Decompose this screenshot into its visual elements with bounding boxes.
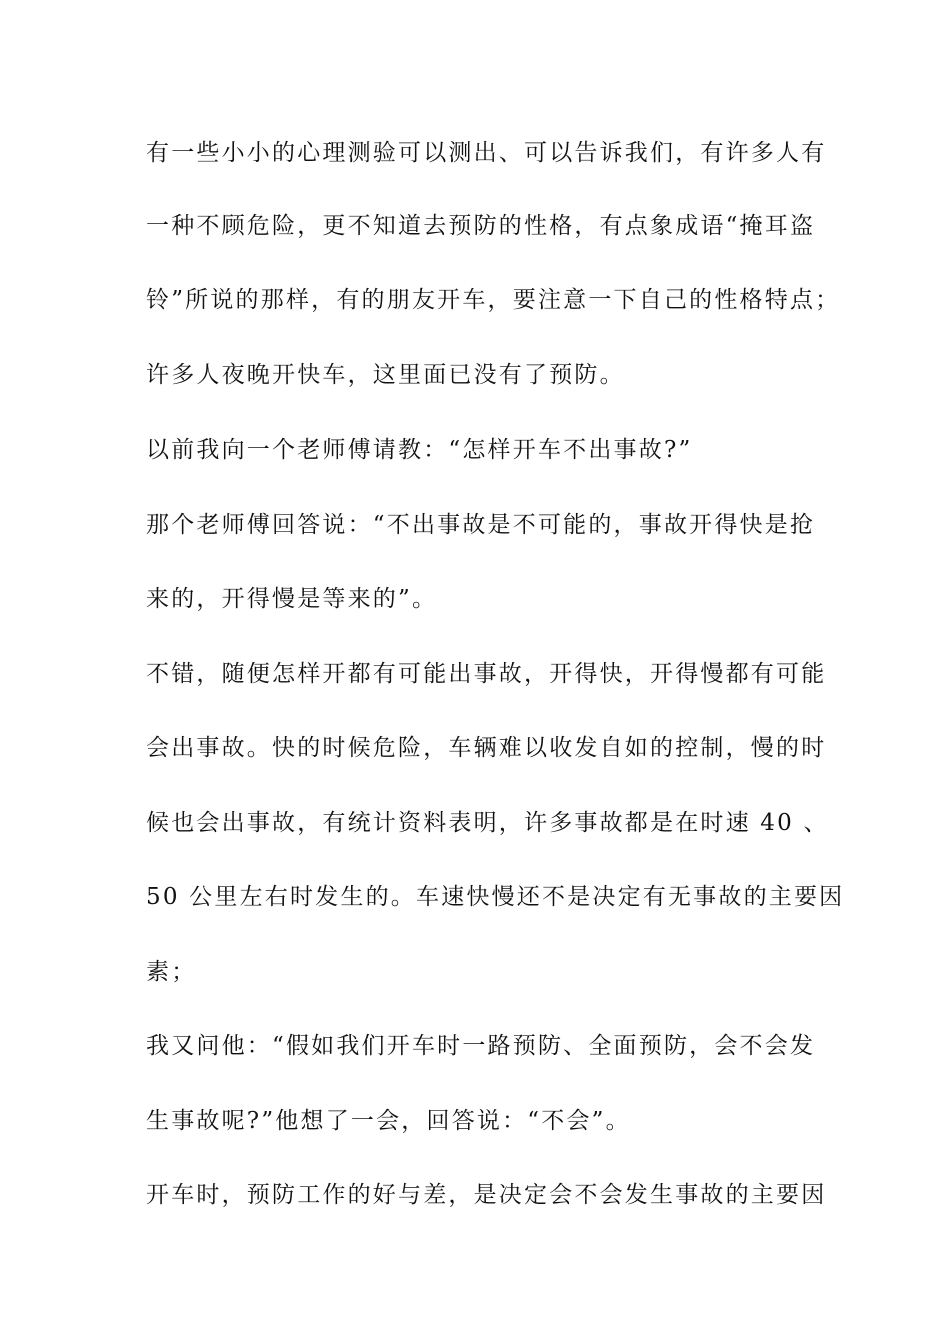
text-line: 有一些小小的心理测验可以测出、可以告诉我们，有许多人有 (146, 140, 827, 166)
text-line: 以前我向一个老师傅请教：“怎样开车不出事故?” (146, 437, 693, 463)
text-line: 我又问他：“假如我们开车时一路预防、全面预防，会不会发 (146, 1033, 816, 1059)
text-line: 铃”所说的那样，有的朋友开车，要注意一下自己的性格特点； (146, 287, 841, 313)
text-line: 开车时，预防工作的好与差，是决定会不会发生事故的主要因 (146, 1182, 827, 1208)
text-line: 一种不顾危险，更不知道去预防的性格，有点象成语“掩耳盗 (146, 213, 816, 239)
text-line: 50 公里左右时发生的。车速快慢还不是决定有无事故的主要因 (146, 884, 845, 910)
text-line: 候也会出事故，有统计资料表明，许多事故都是在时速 40 、 (146, 810, 829, 836)
text-line: 素； (146, 959, 197, 985)
text-line: 那个老师傅回答说：“不出事故是不可能的，事故开得快是抢 (146, 512, 816, 538)
text-line: 会出事故。快的时候危险，车辆难以收发自如的控制，慢的时 (146, 735, 827, 761)
text-line: 生事故呢?”他想了一会，回答说：“不会”。 (146, 1108, 631, 1134)
text-line: 来的，开得慢是等来的”。 (146, 586, 438, 612)
text-line: 许多人夜晚开快车，这里面已没有了预防。 (146, 362, 625, 388)
text-line: 不错，随便怎样开都有可能出事故，开得快，开得慢都有可能 (146, 661, 827, 687)
